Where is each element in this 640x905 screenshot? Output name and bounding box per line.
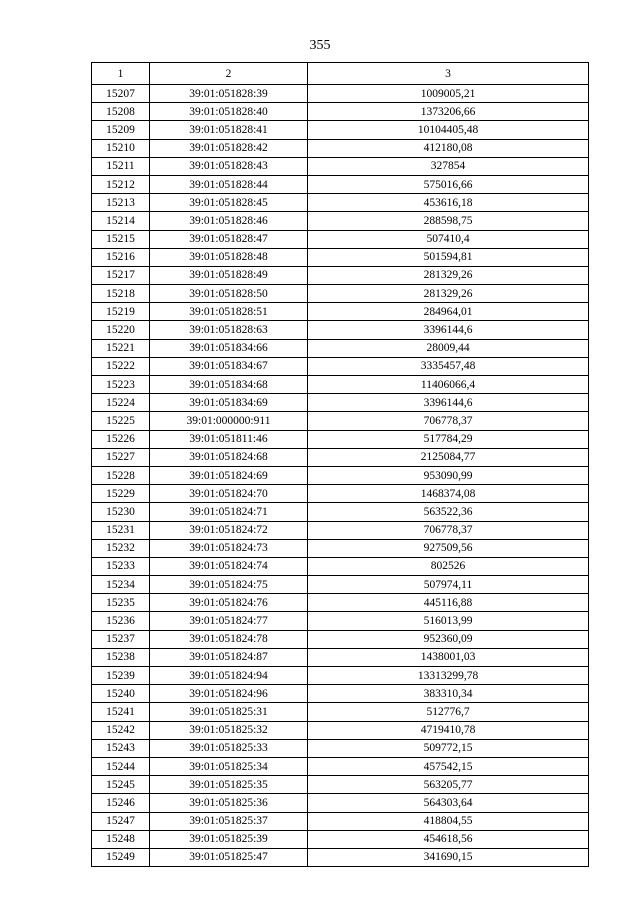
table-header-row — [92, 63, 589, 85]
table-row — [92, 212, 589, 230]
cadastral-number-cell: 39:01:051828:44 — [150, 175, 308, 193]
table-row — [92, 703, 589, 721]
cadastral-number-cell: 39:01:051824:73 — [150, 539, 308, 557]
column-header-1: 1 — [92, 63, 150, 85]
row-number-cell: 15241 — [92, 703, 150, 721]
row-number-cell: 15245 — [92, 776, 150, 794]
table-row — [92, 466, 589, 484]
row-number-cell: 15214 — [92, 212, 150, 230]
row-number-cell: 15237 — [92, 630, 150, 648]
value-cell: 512776,7 — [308, 703, 589, 721]
cadastral-number-cell: 39:01:051825:33 — [150, 739, 308, 757]
cadastral-number-cell: 39:01:051825:32 — [150, 721, 308, 739]
cadastral-number-cell: 39:01:051825:31 — [150, 703, 308, 721]
table-row — [92, 194, 589, 212]
cadastral-number-cell: 39:01:051824:72 — [150, 521, 308, 539]
value-cell: 3396144,6 — [308, 321, 589, 339]
table-row — [92, 648, 589, 666]
cadastral-number-cell: 39:01:051824:75 — [150, 576, 308, 594]
row-number-cell: 15226 — [92, 430, 150, 448]
value-cell: 563205,77 — [308, 776, 589, 794]
cadastral-number-cell: 39:01:051824:70 — [150, 485, 308, 503]
cadastral-number-cell: 39:01:051825:34 — [150, 757, 308, 775]
table-row — [92, 357, 589, 375]
cadastral-number-cell: 39:01:051828:63 — [150, 321, 308, 339]
value-cell: 418804,55 — [308, 812, 589, 830]
row-number-cell: 15235 — [92, 594, 150, 612]
value-cell: 457542,15 — [308, 757, 589, 775]
value-cell: 563522,36 — [308, 503, 589, 521]
cadastral-number-cell: 39:01:051825:35 — [150, 776, 308, 794]
cadastral-number-cell: 39:01:051824:78 — [150, 630, 308, 648]
cadastral-number-cell: 39:01:051824:68 — [150, 448, 308, 466]
value-cell: 507974,11 — [308, 576, 589, 594]
row-number-cell: 15230 — [92, 503, 150, 521]
value-cell: 516013,99 — [308, 612, 589, 630]
value-cell: 13313299,78 — [308, 667, 589, 685]
value-cell: 454618,56 — [308, 830, 589, 848]
table-row — [92, 412, 589, 430]
cadastral-number-cell: 39:01:051828:45 — [150, 194, 308, 212]
row-number-cell: 15229 — [92, 485, 150, 503]
value-cell: 28009,44 — [308, 339, 589, 357]
page-number: 355 — [309, 38, 331, 53]
table-row — [92, 503, 589, 521]
column-header-2: 2 — [150, 63, 308, 85]
table-row — [92, 685, 589, 703]
value-cell: 281329,26 — [308, 266, 589, 284]
value-cell: 575016,66 — [308, 175, 589, 193]
value-cell: 507410,4 — [308, 230, 589, 248]
row-number-cell: 15208 — [92, 103, 150, 121]
row-number-cell: 15249 — [92, 848, 150, 866]
row-number-cell: 15212 — [92, 175, 150, 193]
cadastral-number-cell: 39:01:051824:76 — [150, 594, 308, 612]
cadastral-number-cell: 39:01:051828:40 — [150, 103, 308, 121]
row-number-cell: 15216 — [92, 248, 150, 266]
table-row — [92, 721, 589, 739]
row-number-cell: 15221 — [92, 339, 150, 357]
value-cell: 952360,09 — [308, 630, 589, 648]
table-row — [92, 830, 589, 848]
value-cell: 509772,15 — [308, 739, 589, 757]
table-row — [92, 430, 589, 448]
value-cell: 706778,37 — [308, 412, 589, 430]
cadastral-number-cell: 39:01:051834:67 — [150, 357, 308, 375]
value-cell: 1438001,03 — [308, 648, 589, 666]
row-number-cell: 15213 — [92, 194, 150, 212]
table-row — [92, 157, 589, 175]
row-number-cell: 15227 — [92, 448, 150, 466]
table-row — [92, 757, 589, 775]
row-number-cell: 15247 — [92, 812, 150, 830]
value-cell: 3396144,6 — [308, 394, 589, 412]
table-row — [92, 630, 589, 648]
value-cell: 1373206,66 — [308, 103, 589, 121]
table-row — [92, 812, 589, 830]
table-row — [92, 557, 589, 575]
table-body — [92, 63, 589, 867]
cadastral-number-cell: 39:01:051828:47 — [150, 230, 308, 248]
table-row — [92, 139, 589, 157]
row-number-cell: 15220 — [92, 321, 150, 339]
row-number-cell: 15219 — [92, 303, 150, 321]
table-row — [92, 394, 589, 412]
value-cell: 412180,08 — [308, 139, 589, 157]
row-number-cell: 15238 — [92, 648, 150, 666]
table-row — [92, 85, 589, 103]
table-row — [92, 376, 589, 394]
cadastral-number-cell: 39:01:051828:42 — [150, 139, 308, 157]
row-number-cell: 15236 — [92, 612, 150, 630]
value-cell: 564303,64 — [308, 794, 589, 812]
value-cell: 1468374,08 — [308, 485, 589, 503]
cadastral-number-cell: 39:01:051834:69 — [150, 394, 308, 412]
value-cell: 11406066,4 — [308, 376, 589, 394]
cadastral-number-cell: 39:01:051834:68 — [150, 376, 308, 394]
row-number-cell: 15209 — [92, 121, 150, 139]
cadastral-number-cell: 39:01:051824:69 — [150, 466, 308, 484]
table-row — [92, 266, 589, 284]
value-cell: 953090,99 — [308, 466, 589, 484]
value-cell: 1009005,21 — [308, 85, 589, 103]
row-number-cell: 15246 — [92, 794, 150, 812]
table-row — [92, 612, 589, 630]
row-number-cell: 15224 — [92, 394, 150, 412]
value-cell: 341690,15 — [308, 848, 589, 866]
cadastral-number-cell: 39:01:051834:66 — [150, 339, 308, 357]
value-cell: 706778,37 — [308, 521, 589, 539]
table-row — [92, 230, 589, 248]
table-row — [92, 794, 589, 812]
row-number-cell: 15233 — [92, 557, 150, 575]
cadastral-number-cell: 39:01:051824:87 — [150, 648, 308, 666]
table-row — [92, 776, 589, 794]
table-row — [92, 739, 589, 757]
value-cell: 927509,56 — [308, 539, 589, 557]
table-row — [92, 448, 589, 466]
row-number-cell: 15248 — [92, 830, 150, 848]
value-cell: 3335457,48 — [308, 357, 589, 375]
row-number-cell: 15215 — [92, 230, 150, 248]
table-row — [92, 121, 589, 139]
value-cell: 501594,81 — [308, 248, 589, 266]
value-cell: 2125084,77 — [308, 448, 589, 466]
cadastral-number-cell: 39:01:051824:96 — [150, 685, 308, 703]
value-cell: 802526 — [308, 557, 589, 575]
row-number-cell: 15210 — [92, 139, 150, 157]
row-number-cell: 15244 — [92, 757, 150, 775]
row-number-cell: 15239 — [92, 667, 150, 685]
cadastral-number-cell: 39:01:000000:911 — [150, 412, 308, 430]
table-row — [92, 485, 589, 503]
value-cell: 327854 — [308, 157, 589, 175]
table-row — [92, 521, 589, 539]
row-number-cell: 15232 — [92, 539, 150, 557]
table-row — [92, 321, 589, 339]
value-cell: 288598,75 — [308, 212, 589, 230]
registry-table — [91, 62, 589, 867]
table-row — [92, 175, 589, 193]
row-number-cell: 15222 — [92, 357, 150, 375]
row-number-cell: 15225 — [92, 412, 150, 430]
value-cell: 517784,29 — [308, 430, 589, 448]
value-cell: 383310,34 — [308, 685, 589, 703]
row-number-cell: 15234 — [92, 576, 150, 594]
cadastral-number-cell: 39:01:051828:39 — [150, 85, 308, 103]
column-header-3: 3 — [308, 63, 589, 85]
table-row — [92, 594, 589, 612]
row-number-cell: 15211 — [92, 157, 150, 175]
cadastral-number-cell: 39:01:051824:94 — [150, 667, 308, 685]
table-row — [92, 339, 589, 357]
row-number-cell: 15240 — [92, 685, 150, 703]
cadastral-number-cell: 39:01:051824:74 — [150, 557, 308, 575]
cadastral-number-cell: 39:01:051825:37 — [150, 812, 308, 830]
row-number-cell: 15242 — [92, 721, 150, 739]
cadastral-number-cell: 39:01:051828:51 — [150, 303, 308, 321]
cadastral-number-cell: 39:01:051811:46 — [150, 430, 308, 448]
cadastral-number-cell: 39:01:051824:71 — [150, 503, 308, 521]
cadastral-number-cell: 39:01:051824:77 — [150, 612, 308, 630]
value-cell: 281329,26 — [308, 285, 589, 303]
cadastral-number-cell: 39:01:051825:36 — [150, 794, 308, 812]
table-row — [92, 103, 589, 121]
table-row — [92, 303, 589, 321]
row-number-cell: 15231 — [92, 521, 150, 539]
row-number-cell: 15243 — [92, 739, 150, 757]
cadastral-number-cell: 39:01:051825:39 — [150, 830, 308, 848]
cadastral-number-cell: 39:01:051828:48 — [150, 248, 308, 266]
table-row — [92, 576, 589, 594]
table-row — [92, 848, 589, 866]
table-row — [92, 248, 589, 266]
cadastral-number-cell: 39:01:051828:41 — [150, 121, 308, 139]
value-cell: 453616,18 — [308, 194, 589, 212]
table-row — [92, 285, 589, 303]
table-row — [92, 539, 589, 557]
cadastral-number-cell: 39:01:051825:47 — [150, 848, 308, 866]
table-row — [92, 667, 589, 685]
row-number-cell: 15223 — [92, 376, 150, 394]
cadastral-number-cell: 39:01:051828:43 — [150, 157, 308, 175]
cadastral-number-cell: 39:01:051828:46 — [150, 212, 308, 230]
cadastral-number-cell: 39:01:051828:49 — [150, 266, 308, 284]
row-number-cell: 15217 — [92, 266, 150, 284]
value-cell: 4719410,78 — [308, 721, 589, 739]
value-cell: 10104405,48 — [308, 121, 589, 139]
row-number-cell: 15207 — [92, 85, 150, 103]
row-number-cell: 15218 — [92, 285, 150, 303]
value-cell: 445116,88 — [308, 594, 589, 612]
value-cell: 284964,01 — [308, 303, 589, 321]
row-number-cell: 15228 — [92, 466, 150, 484]
cadastral-number-cell: 39:01:051828:50 — [150, 285, 308, 303]
